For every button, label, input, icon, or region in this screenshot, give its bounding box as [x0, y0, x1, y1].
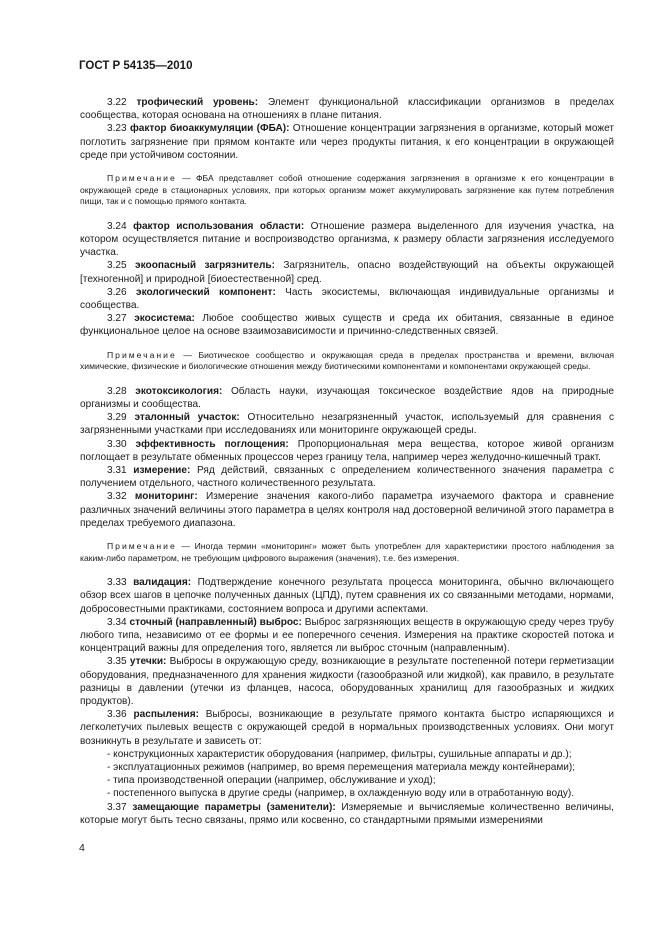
list-item: - эксплуатационных режимов (например, во время перемещения материала между контейнерами); [107, 762, 576, 774]
term-name: сточный (направленный) выброс: [129, 616, 302, 628]
note-label: Примечание [107, 173, 177, 184]
term-text: Отношение концентрации загрязнения в организме, который может поглотить загрязнение при прямом контакте или через продукты питания, к его концентрации в окружающей среде при устойчивом состоянии. [80, 123, 614, 161]
term-definition [80, 96, 614, 122]
term-name: распыления: [133, 709, 199, 721]
term-definition [80, 259, 614, 285]
term-number: 3.37 [107, 801, 127, 813]
term-name: экотоксикология: [135, 385, 223, 397]
term-number: 3.23 [107, 123, 127, 135]
term-name: мониторинг: [134, 491, 198, 503]
term-text: Область науки, изучающая токсическое воздействие ядов на природные организмы и сообщества. [80, 385, 614, 411]
term-text: Относительно незагрязненный участок, используемый для сравнения с загрязненными участками при исследованиях или мониторинге окружающей среды. [80, 412, 615, 437]
list-item: - конструкционных характеристик оборудования (например, фильтры, сушильные аппараты и др.); [107, 748, 572, 760]
term-number: 3.32 [107, 491, 127, 503]
term-number: 3.34 [107, 616, 127, 628]
note-text: — Биотическое сообщество и окружающая среда в пределах пространства и времени, включая химические, физические и биологические отношения между биотическими компонентами и компонентами окружающей среды. [80, 349, 615, 372]
term-definition [80, 464, 614, 490]
term-text: Пропорциональная мера вещества, которое живой организм поглощает в результате обменных процессов через границу тела, например через желудочно-кишечный тракт. [80, 438, 614, 463]
term-number: 3.24 [107, 220, 127, 232]
term-name: фактор использования области: [133, 220, 305, 232]
note-text: — ФБА представляет собой отношение содержания загрязнения в организме к его концентрации в окружающей среде в стационарных условиях, при которых организм может аккумулировать загрязнение как путем потребления пищи, так и с помощью прямого контакта. [80, 173, 614, 207]
term-name: эталонный участок: [134, 412, 240, 424]
term-number: 3.27 [107, 313, 127, 325]
term-definition [80, 385, 614, 411]
term-name: эффективность поглощения: [135, 438, 289, 450]
term-text: Подтверждение конечного результата процесса мониторинга, обычно включающего обзор всех шагов в цепочке полученных данных (ЦПД), путем сравнения их со связанными методами, нормами, добросовестными практиками, состоянием вопроса и другими аспектами. [80, 577, 614, 615]
term-number: 3.36 [107, 709, 127, 721]
term-definition [80, 576, 614, 616]
term-name: фактор биоаккумуляции (ФБА): [129, 123, 290, 135]
term-definition [80, 801, 614, 827]
term-text: Измеряемые и вычисляемые количественно величины, которые могут быть тесно связаны, прямо или косвенно, со стандартными прямыми измерениями [80, 801, 614, 826]
term-definition [80, 286, 614, 312]
term-text: Отношение размера выделенного для изучения участка, на котором осуществляется питание и воспроизводство организма, к размеру области загрязнения исследуемого участка. [80, 220, 614, 259]
term-definition [80, 312, 614, 338]
list-item: - типа производственной операции (например, обслуживание и уход); [107, 775, 436, 787]
term-number: 3.22 [107, 97, 127, 108]
list-item: - постепенного выпуска в другие среды (например, в охлажденную воду или в отработанную воду). [107, 788, 575, 800]
term-name: валидация: [133, 577, 192, 589]
term-text: Измерение значения какого-либо параметра изучаемого фактора и сравнение различных значений величины этого параметра в целях контроля над достоверной величиной этого параметра в пределах требуемого диапазона. [80, 491, 614, 529]
term-definition [80, 708, 614, 748]
term-number: 3.33 [107, 577, 127, 589]
term-number: 3.28 [107, 385, 127, 397]
note [80, 173, 614, 208]
term-text: Часть экосистемы, включающая индивидуальные организмы и сообщества. [80, 286, 614, 312]
term-number: 3.26 [107, 286, 127, 298]
term-name: экосистема: [134, 313, 195, 325]
term-text: Выбросы в окружающую среду, возникающие в результате постепенной потери герметизации оборудования, предназначенного для хранения жидкости (газообразной или жидкой), как правило, в результате разницы в давлении (утечки из фланцев, насоса, оборудованных хранилищ для газообразных и жидких продуктов). [80, 656, 614, 708]
note-text: — Иногда термин «мониторинг» может быть употреблен для характеристики простого наблюдения за каким-либо параметром, не требующим цифрового выражения (значения), т.е. без измерения. [80, 541, 614, 563]
document-header: ГОСТ Р 54135—2010 [79, 60, 193, 72]
term-number: 3.25 [107, 260, 127, 272]
note [80, 541, 614, 564]
term-definition [80, 411, 614, 437]
term-definition [80, 438, 614, 464]
term-definition [80, 616, 614, 656]
term-text: Выброс загрязняющих веществ в окружающую среду через трубу любого типа, независимо от ее формы и ее поперечного сечения. Измерения на практике скоростей потока и концентраций важны для определения того, является ли выброс сточным (направленным). [80, 616, 614, 655]
term-number: 3.29 [107, 412, 127, 424]
term-name: экоопасный загрязнитель: [135, 260, 275, 272]
term-text: Любое сообщество живых существ и среда их обитания, связанные в единое функциональное целое на основе взаимозависимости и причинно-следственных связей. [80, 313, 614, 338]
term-text: Выбросы, возникающие в результате прямого контакта быстро испаряющихся и легколетучих пылевых веществ с окружающей средой в нормальных производственных условиях. Они могут возникнуть в результате и зависеть от: [80, 709, 614, 747]
page-number: 4 [79, 842, 85, 854]
note [80, 350, 614, 373]
term-name: измерение: [133, 465, 191, 477]
term-name: трофический уровень: [136, 97, 259, 108]
note-label: Примечание [107, 541, 177, 552]
term-name: экологический компонент: [136, 286, 276, 298]
term-name: замещающие параметры (заменители): [132, 801, 336, 813]
term-number: 3.31 [107, 465, 127, 477]
term-definition [80, 655, 614, 708]
term-name: утечки: [129, 656, 167, 668]
term-text: Ряд действий, связанных с определением количественного значения параметра с получением отдельного, частного количественного результата. [80, 465, 614, 490]
term-definition [80, 490, 614, 530]
term-text: Загрязнитель, опасно воздействующий на объекты окружающей [техногенной] и природной [биоестественной] сред. [80, 260, 614, 285]
term-definition [80, 220, 614, 260]
term-number: 3.35 [107, 656, 127, 668]
term-text: Элемент функциональной классификации организмов в пределах сообщества, которая основана на отношениях в плане питания. [80, 97, 614, 122]
document-body [80, 96, 614, 827]
term-number: 3.30 [107, 438, 127, 450]
note-label: Примечание [107, 349, 177, 360]
term-definition [80, 122, 614, 162]
